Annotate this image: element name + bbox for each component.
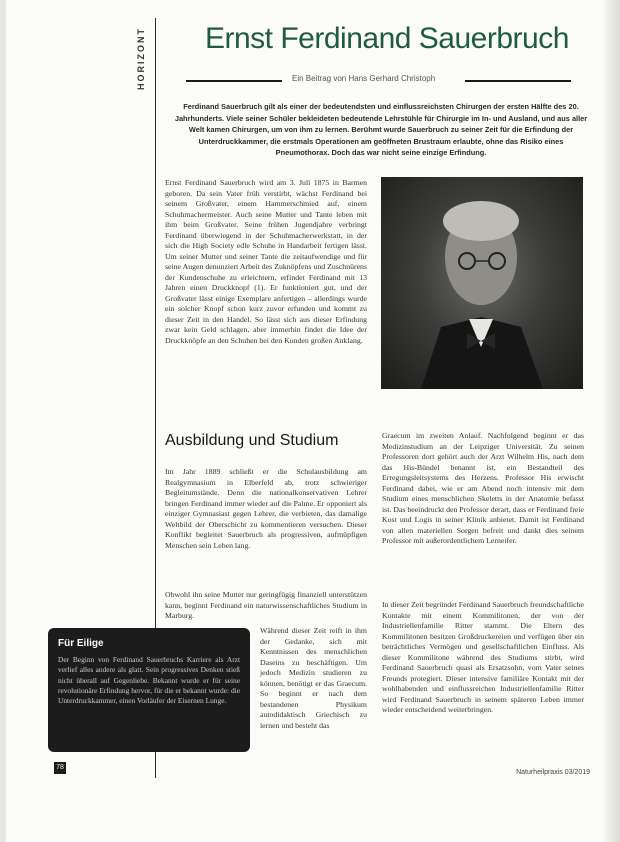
summary-box-title: Für Eilige: [58, 638, 104, 649]
right-page-edge: [604, 0, 620, 842]
right-paragraph-1: Graecum im zweiten Anlauf. Nachfolgend beginnt er das Medizinstudium an der Leipziger Universität. Zu seinen Professoren dort gehört auch der Arzt Wilhelm His, nach dem das His-Bündel benannt ist, ein Bestandteil des Erregungsleitsystems des Herzens. Professor His erwischt Ferdinand dabei, wie er am Abend noch intensiv mit dem Studium eines menschlichen Skeletts in der Anatomie befasst ist. Das beeindruckt den Professor derart, dass er Ferdinand freie Kost und Logis in seiner Klinik anbietet. Damit ist Ferdinand von allen materiellen Sorgen befreit und dankt dies seinem Professor mit außerordentlichem Lerneifer.: [382, 431, 585, 545]
section-column-2: [165, 590, 367, 622]
section-heading: Ausbildung und Studium: [165, 432, 339, 449]
right-column-2: [382, 600, 584, 716]
summary-box: [48, 628, 250, 752]
byline-rule-left: [186, 80, 282, 82]
summary-box-text: Der Beginn von Ferdinand Sauerbruchs Karriere als Arzt verlief alles andere als glatt. Sein progressives Denken stieß nicht überall auf Gegenliebe. Bekannt wurde er für seine revolutionäre Erfindung hervor, für die er bekannt wurde: die Unterdruckkammer, einen Vorläufer der Eisernen Lunge.: [58, 655, 240, 706]
byline-row: [186, 74, 571, 88]
section-label: HORIZONT: [136, 27, 146, 90]
lead-paragraph: Ferdinand Sauerbruch gilt als einer der bedeutendsten und einflussreichsten Chirurgen der ersten Hälfte des 20. Jahrhunderts. Viele seiner Schüler bekleideten bedeutende Lehrstühle für Chirurgie im In- und Ausland, und aus aller Welt kamen Chirurgen, um von ihm zu lernen. Berühmt wurde Sauerbruch zu seiner Zeit für die Erfindung der Unterdruckkammer, die erstmals Operationen am geöffneten Brustraum erlaubte, ohne das Risiko eines Pneumothorax. Doch das war nicht seine einzige Erfindung.: [174, 102, 588, 158]
page-number: 78: [54, 762, 66, 774]
issue-footer: Naturheilpraxis 03/2019: [516, 769, 590, 776]
article-title: Ernst Ferdinand Sauerbruch: [205, 22, 569, 55]
intro-paragraph: Ernst Ferdinand Sauerbruch wird am 3. Juli 1875 in Barmen geboren. Da sein Vater früh verstirbt, wächst Ferdinand bei seinem Großvater, einem Hammerschmied auf, einem Schuhmachermeister. Auch seine Mutter und Tante leben mit ihm beim Großvater. Seine frühen Jugendjahre verbringt Ferdinand überwiegend in der Schuhmacherwerkstatt, in der sich die High Society edle Schuhe in Handarbeit fertigen lässt. Um seiner Mutter und seiner Tante die zeitaufwendige und für seine Augen denunziert Arbeit des Zuknöpfens und Zuschnürens der Kundenschuhe zu erleichtern, erfindet Ferdinand mit 13 Jahren einen Druckknopf (1). Er funktioniert gut, und der Großvater lässt einige Exemplare anfertigen – allerdings wurde ein solcher Knopf schon kurz zuvor erfunden und kommt zu dieser Zeit in den Handel. So lässt sich aus dieser Erfindung zwar kein Geld schlagen, aber immerhin findet die Idee der Druckknöpfe an den Schuhen bei den Kunden großen Anklang.: [165, 178, 367, 345]
byline-rule-right: [465, 80, 571, 82]
portrait-photo: [381, 177, 583, 389]
portrait-illustration: [381, 177, 583, 389]
intro-column: [165, 178, 367, 346]
section-column-1: [165, 467, 367, 551]
right-column-1: [382, 431, 584, 547]
left-page-edge: [0, 0, 6, 842]
section-paragraph-1: Im Jahr 1889 schließt er die Schulausbildung am Realgymnasium in Elberfeld ab, trotz schwieriger Begleitumstände. Denn die nationalkonservativen Lehrer bringen Ferdinand immer wieder auf die Palme. Er opponiert als einziger Gymnasiast gegen Lehrer, die verbieten, das damalige Weltbild der Oberschicht zu kommentieren versuchen. Dieser Konflikt begleitet Sauerbruch als progressiven, aufmüpfigen Menschen sein Leben lang.: [165, 467, 367, 550]
section-paragraph-3: Während dieser Zeit reift in ihm der Gedanke, sich mit Kenntnissen des menschlichen Daseins zu beschäftigen. Um jedoch Medizin studieren zu können, benötigt er das Graecum. So beginnt er nach dem bestandenen Physikum autodidaktisch Griechisch zu lernen und besteht das: [260, 626, 367, 730]
section-column-3: [260, 626, 367, 731]
section-paragraph-2: Obwohl ihn seine Mutter nur geringfügig finanziell unterstützen kann, beginnt Ferdinand ein naturwissenschaftliches Studium in Marburg.: [165, 590, 367, 620]
right-paragraph-2: In dieser Zeit begründet Ferdinand Sauerbruch freundschaftliche Kontakte mit einem Kommilitonen, der von der Industriellenfamilie Ritter stammt. Die Eltern des Kommilitonen besitzen Großdruckereien und verfügen über ein beträchtliches Vermögen und gesellschaftlichen Einfluss. Als dieser Kommilitone während des Studiums stirbt, wird Ferdinand Sauerbruch quasi als Ersatzsohn, vom Vater seines Freunds protegiert. Dieser intensive familiäre Kontakt mit der wohlhabenden und einflussreichen Industriellenfamilie Ritter wird Ferdinand Sauerbruch in seinem späteren Leben immer wieder entscheidend weiterbringen.: [382, 600, 584, 714]
byline: Ein Beitrag von Hans Gerhard Christoph: [292, 74, 436, 83]
